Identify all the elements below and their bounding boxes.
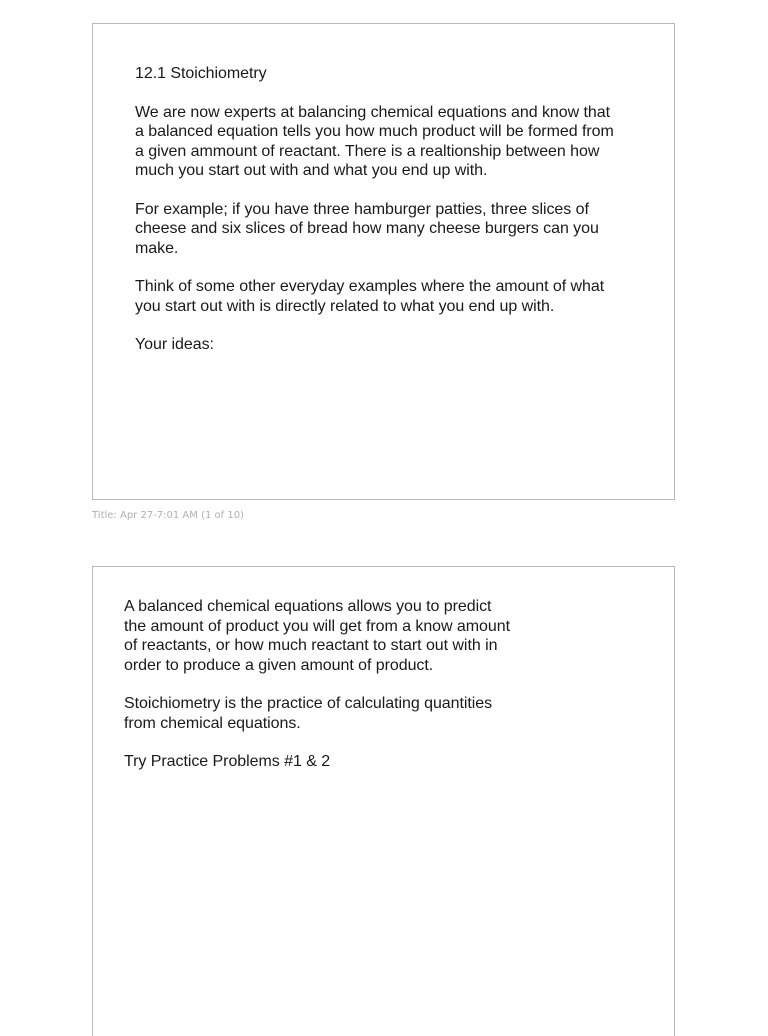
slide-1-heading: 12.1 Stoichiometry <box>135 65 267 82</box>
slide-1-your-ideas: Your ideas: <box>135 336 214 353</box>
slide-2-paragraph-definition: Stoichiometry is the practice of calculating quantities from chemical equations. <box>124 695 493 732</box>
slide-2-content <box>124 597 644 791</box>
slide-2-practice-problems: Try Practice Problems #1 & 2 <box>124 753 331 770</box>
slide-1-content <box>135 64 675 374</box>
slide-1-caption: Title: Apr 27-7:01 AM (1 of 10) <box>92 510 244 521</box>
slide-1-paragraph-prompt: Think of some other everyday examples where the amount of what you start out with is directly related to what you end up with. <box>135 278 605 315</box>
slide-1 <box>92 23 675 500</box>
slide-2 <box>92 566 675 1036</box>
slide-1-paragraph-intro: We are now experts at balancing chemical equations and know that a balanced equation tells you how much product will be formed from a given ammount of reactant. There is a realtionship between how much you start out with and what you end up with. <box>135 103 614 179</box>
slide-2-paragraph-balanced: A balanced chemical equations allows you to predict the amount of product you will get from a know amount of reactants, or how much reactant to start out with in order to produce a given amount of product. <box>124 598 510 674</box>
slide-1-paragraph-example: For example; if you have three hamburger patties, three slices of cheese and six slices of bread how many cheese burgers can you make. <box>135 200 599 257</box>
